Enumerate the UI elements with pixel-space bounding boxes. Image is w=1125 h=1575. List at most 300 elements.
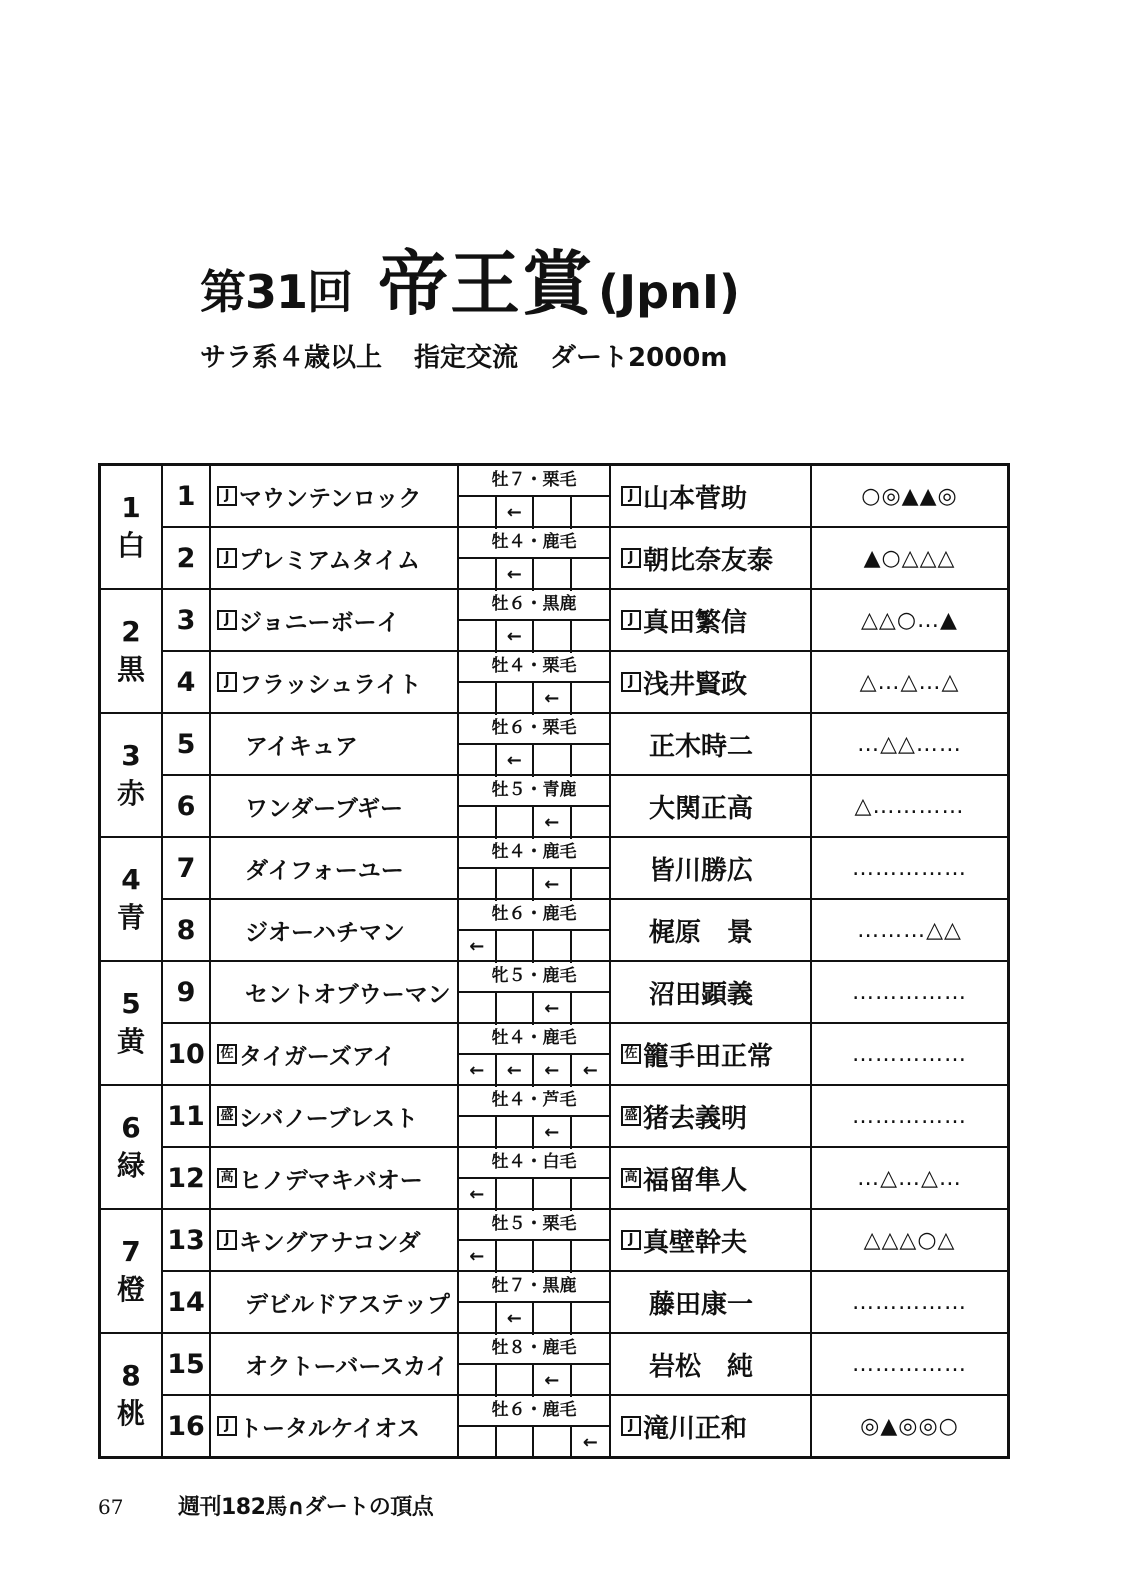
horse-number: 12 (162, 1147, 210, 1209)
horse-info-cell (458, 899, 610, 961)
horse-number: 3 (162, 589, 210, 651)
jockey-cell (610, 837, 811, 899)
horse-info-cell (458, 1209, 610, 1271)
jockey-affiliation-badge: J (621, 548, 641, 568)
empty-style-slot (534, 1427, 572, 1459)
horse-name: プレミアムタイム (239, 547, 421, 574)
jockey-name-wrap (611, 1408, 810, 1445)
running-style-grid (459, 497, 609, 526)
prediction-marks: ○◎▲▲◎ (811, 465, 1009, 528)
sex-age-coat: 牡５・栗毛 (459, 1210, 609, 1241)
empty-style-slot (534, 1179, 572, 1211)
empty-style-slot (497, 807, 535, 839)
affiliation-badge: J (217, 548, 237, 568)
prediction-marks: ◎▲◎◎○ (811, 1395, 1009, 1458)
horse-name-wrap (211, 1162, 457, 1195)
race-conditions (200, 337, 960, 374)
running-style-grid (459, 931, 609, 960)
arrow-left-icon: ← (534, 869, 572, 901)
horse-row (100, 1023, 1009, 1085)
race-type: 指定交流 (414, 343, 519, 373)
empty-style-slot (534, 745, 572, 777)
empty-style-slot (534, 931, 572, 963)
horse-info-cell (458, 651, 610, 713)
horse-row (100, 837, 1009, 899)
horse-name-cell (210, 1023, 458, 1085)
empty-style-slot (459, 683, 497, 715)
arrow-left-icon: ← (534, 993, 572, 1025)
horse-name-cell (210, 651, 458, 713)
race-card-table (98, 463, 1010, 1459)
jockey-name-wrap (611, 478, 810, 515)
running-style-grid (459, 621, 609, 650)
waku-color: 青 (116, 901, 145, 934)
jockey-name: 大関正高 (649, 793, 754, 824)
sex-age-coat: 牡４・鹿毛 (459, 1024, 609, 1055)
empty-style-slot (459, 807, 497, 839)
horse-name-cell (210, 589, 458, 651)
empty-style-slot (572, 993, 610, 1025)
jockey-name: 真壁幹夫 (643, 1227, 748, 1258)
sex-age-coat: 牡４・芦毛 (459, 1086, 609, 1117)
jockey-cell (610, 1085, 811, 1147)
jockey-name: 正木時二 (649, 731, 754, 762)
jockey-affiliation-badge: J (621, 672, 641, 692)
race-class: サラ系４歳以上 (200, 343, 383, 373)
horse-number: 9 (162, 961, 210, 1023)
jockey-cell (610, 713, 811, 775)
horse-name-wrap (211, 604, 457, 637)
page-number: 67 (98, 1495, 124, 1519)
prediction-marks: …………… (811, 1333, 1009, 1395)
empty-style-slot (572, 683, 610, 715)
horse-name: タイガーズアイ (239, 1043, 396, 1070)
sex-age-coat: 牡６・栗毛 (459, 714, 609, 745)
horse-number: 1 (162, 465, 210, 528)
horse-number: 4 (162, 651, 210, 713)
horse-number: 16 (162, 1395, 210, 1458)
waku-number: 6 (121, 1111, 141, 1144)
running-style-grid (459, 1303, 609, 1332)
jockey-name: 福留隼人 (643, 1165, 748, 1196)
jockey-cell (610, 465, 811, 528)
arrow-left-icon: ← (459, 1179, 497, 1211)
horse-name: セントオブウーマン (245, 981, 451, 1008)
horse-name: ジオーハチマン (245, 919, 405, 946)
jockey-name: 猪去義明 (643, 1103, 748, 1134)
prediction-marks: △△△○△ (811, 1209, 1009, 1271)
jockey-name-wrap (611, 726, 810, 763)
arrow-left-icon: ← (497, 497, 535, 529)
horse-name-cell (210, 1395, 458, 1458)
arrow-left-icon: ← (534, 1055, 572, 1087)
empty-style-slot (534, 1241, 572, 1273)
affiliation-badge: J (217, 610, 237, 630)
prediction-marks: ▲○△△△ (811, 527, 1009, 589)
running-style-grid (459, 993, 609, 1022)
horse-name-wrap (211, 728, 457, 761)
race-distance: ダート2000m (550, 343, 728, 373)
jockey-cell (610, 1023, 811, 1085)
horse-name-cell (210, 1333, 458, 1395)
horse-number: 11 (162, 1085, 210, 1147)
waku-cell (100, 1085, 163, 1209)
sex-age-coat: 牡４・鹿毛 (459, 838, 609, 869)
horse-number: 13 (162, 1209, 210, 1271)
horse-number: 5 (162, 713, 210, 775)
prediction-marks: …………… (811, 1023, 1009, 1085)
horse-name-wrap (211, 914, 457, 947)
jockey-name: 皆川勝広 (649, 855, 754, 886)
empty-style-slot (497, 1427, 535, 1459)
jockey-name-wrap (611, 1098, 810, 1135)
empty-style-slot (534, 497, 572, 529)
empty-style-slot (534, 621, 572, 653)
sex-age-coat: 牡８・鹿毛 (459, 1334, 609, 1365)
empty-style-slot (497, 869, 535, 901)
arrow-left-icon: ← (497, 1055, 535, 1087)
affiliation-badge: 高 (217, 1168, 237, 1188)
waku-cell (100, 961, 163, 1085)
horse-name: アイキュア (245, 733, 358, 760)
waku-number: 5 (121, 987, 141, 1020)
horse-name-wrap (211, 976, 457, 1009)
running-style-grid (459, 745, 609, 774)
running-style-grid (459, 869, 609, 898)
waku-color: 緑 (116, 1149, 145, 1182)
horse-row (100, 1085, 1009, 1147)
affiliation-badge: 盛 (217, 1106, 237, 1126)
sex-age-coat: 牝５・鹿毛 (459, 962, 609, 993)
horse-number: 7 (162, 837, 210, 899)
affiliation-badge: J (217, 672, 237, 692)
horse-number: 14 (162, 1271, 210, 1333)
sex-age-coat: 牡６・黒鹿 (459, 590, 609, 621)
sex-age-coat: 牡４・栗毛 (459, 652, 609, 683)
horse-info-cell (458, 1271, 610, 1333)
horse-row (100, 1147, 1009, 1209)
arrow-left-icon: ← (497, 559, 535, 591)
running-style-grid (459, 1055, 609, 1084)
horse-name: ワンダーブギー (245, 795, 404, 822)
horse-name-wrap (211, 1410, 457, 1443)
horse-name-cell (210, 1271, 458, 1333)
arrow-left-icon: ← (582, 1060, 598, 1081)
empty-style-slot (572, 1179, 610, 1211)
jockey-affiliation-badge: J (621, 486, 641, 506)
horse-name-cell (210, 899, 458, 961)
empty-style-slot (459, 745, 497, 777)
waku-color: 白 (116, 529, 145, 562)
jockey-cell (610, 527, 811, 589)
sex-age-coat: 牡７・黒鹿 (459, 1272, 609, 1303)
waku-color: 桃 (116, 1397, 145, 1430)
jockey-cell (610, 1395, 811, 1458)
empty-style-slot (572, 621, 610, 653)
jockey-cell (610, 961, 811, 1023)
running-style-grid (459, 1365, 609, 1394)
jockey-affiliation-badge: 盛 (621, 1106, 641, 1126)
empty-style-slot (459, 1427, 497, 1459)
horse-row (100, 713, 1009, 775)
horse-name-cell (210, 961, 458, 1023)
jockey-name: 沼田顕義 (649, 979, 754, 1010)
horse-name-cell (210, 837, 458, 899)
horse-name: デビルドアステップ (245, 1291, 450, 1318)
jockey-cell (610, 1271, 811, 1333)
arrow-left-icon: ← (459, 1241, 497, 1273)
empty-style-slot (459, 1365, 497, 1397)
horse-info-cell (458, 961, 610, 1023)
jockey-affiliation-badge: J (621, 610, 641, 630)
empty-style-slot (459, 1117, 497, 1149)
waku-number: 1 (121, 491, 141, 524)
horse-name: シバノーブレスト (239, 1105, 418, 1132)
prediction-marks: △………… (811, 775, 1009, 837)
jockey-cell (610, 1333, 811, 1395)
empty-style-slot (459, 1303, 497, 1335)
running-style-grid (459, 1241, 609, 1270)
jockey-name-wrap (611, 850, 810, 887)
empty-style-slot (497, 993, 535, 1025)
horse-row (100, 589, 1009, 651)
prediction-marks: …△…△… (811, 1147, 1009, 1209)
horse-name-wrap (211, 790, 457, 823)
horse-name-wrap (211, 1348, 457, 1381)
horse-info-cell (458, 713, 610, 775)
sex-age-coat: 牡５・青鹿 (459, 776, 609, 807)
horse-row (100, 775, 1009, 837)
jockey-name: 藤田康一 (649, 1289, 754, 1320)
empty-style-slot (459, 621, 497, 653)
horse-number: 10 (162, 1023, 210, 1085)
jockey-affiliation-badge: J (621, 1230, 641, 1250)
jockey-name: 滝川正和 (643, 1413, 748, 1444)
horse-name-wrap (211, 1100, 457, 1133)
waku-number: 3 (121, 739, 141, 772)
waku-cell (100, 589, 163, 713)
empty-style-slot (572, 931, 610, 963)
horse-row (100, 1333, 1009, 1395)
prediction-marks: …………… (811, 1271, 1009, 1333)
horse-number: 15 (162, 1333, 210, 1395)
horse-name-wrap (211, 1224, 457, 1257)
horse-info-cell (458, 1147, 610, 1209)
empty-style-slot (534, 559, 572, 591)
arrow-left-icon: ← (497, 1303, 535, 1335)
waku-color: 赤 (116, 777, 145, 810)
horse-info-cell (458, 527, 610, 589)
waku-number: 2 (121, 615, 141, 648)
waku-cell (100, 713, 163, 837)
horse-row (100, 1209, 1009, 1271)
jockey-name-wrap (611, 540, 810, 577)
horse-number: 2 (162, 527, 210, 589)
prediction-marks: △△○…▲ (811, 589, 1009, 651)
horse-name-cell (210, 1209, 458, 1271)
arrow-left-icon: ← (534, 683, 572, 715)
sex-age-coat: 牡４・白毛 (459, 1148, 609, 1179)
horse-info-cell (458, 1023, 610, 1085)
jockey-cell (610, 1209, 811, 1271)
horse-name: トータルケイオス (239, 1415, 421, 1442)
empty-style-slot (572, 807, 610, 839)
horse-row (100, 465, 1009, 528)
affiliation-badge: J (217, 486, 237, 506)
horse-name-cell (210, 775, 458, 837)
running-style-grid (459, 1179, 609, 1208)
horse-name: ダイフォーユー (245, 857, 404, 884)
empty-style-slot (572, 497, 610, 529)
horse-info-cell (458, 1333, 610, 1395)
arrow-left-icon: ← (459, 1055, 497, 1087)
arrow-left-icon: ← (497, 745, 535, 777)
empty-style-slot (572, 1365, 610, 1397)
horse-row (100, 1395, 1009, 1458)
empty-style-slot (534, 1303, 572, 1335)
horse-row (100, 651, 1009, 713)
jockey-name-wrap (611, 1036, 810, 1073)
jockey-name: 山本菅助 (643, 483, 748, 514)
empty-style-slot (572, 1117, 610, 1149)
horse-name: キングアナコンダ (239, 1229, 421, 1256)
running-style-grid (459, 683, 609, 712)
jockey-name: 真田繁信 (643, 607, 748, 638)
jockey-name-wrap (611, 1346, 810, 1383)
horse-name: オクトーバースカイ (245, 1353, 449, 1380)
sex-age-coat: 牡６・鹿毛 (459, 900, 609, 931)
horse-info-cell (458, 1395, 610, 1458)
prediction-marks: △…△…△ (811, 651, 1009, 713)
horse-info-cell (458, 775, 610, 837)
affiliation-badge: J (217, 1230, 237, 1250)
jockey-cell (610, 651, 811, 713)
race-name: 帝王賞 (378, 243, 595, 325)
magazine-title: 週刊182馬∩ダートの頂点 (178, 1495, 434, 1520)
jockey-cell (610, 899, 811, 961)
prediction-marks: …………… (811, 837, 1009, 899)
prediction-marks: ………△△ (811, 899, 1009, 961)
horse-name: フラッシュライト (239, 671, 422, 698)
arrow-left-icon: ← (534, 807, 572, 839)
jockey-cell (610, 1147, 811, 1209)
jockey-cell (610, 775, 811, 837)
jockey-affiliation-badge: 佐 (621, 1044, 641, 1064)
jockey-name-wrap (611, 1160, 810, 1197)
horse-row (100, 527, 1009, 589)
arrow-left-icon: ← (459, 931, 497, 963)
sex-age-coat: 牡７・栗毛 (459, 466, 609, 497)
jockey-affiliation-badge: J (621, 1416, 641, 1436)
waku-cell (100, 1209, 163, 1333)
empty-style-slot (459, 559, 497, 591)
jockey-name: 朝比奈友泰 (643, 545, 774, 576)
horse-name-cell (210, 465, 458, 528)
arrow-left-icon: ← (497, 621, 535, 653)
arrow-left-icon: ← (534, 1117, 572, 1149)
jockey-name-wrap (611, 1284, 810, 1321)
empty-style-slot (572, 745, 610, 777)
empty-style-slot (459, 869, 497, 901)
waku-color: 黄 (116, 1025, 145, 1058)
horse-name: ジョニーボーイ (239, 609, 400, 636)
horse-name-wrap (211, 1038, 457, 1071)
horse-name-wrap (211, 666, 457, 699)
arrow-left-icon: ← (582, 1432, 598, 1453)
waku-cell (100, 837, 163, 961)
sex-age-coat: 牡６・鹿毛 (459, 1396, 609, 1427)
jockey-name-wrap (611, 788, 810, 825)
empty-style-slot (459, 497, 497, 529)
horse-name-wrap (211, 542, 457, 575)
jockey-affiliation-badge: 高 (621, 1168, 641, 1188)
running-style-grid (459, 559, 609, 588)
empty-style-slot (497, 683, 535, 715)
jockey-name-wrap (611, 1222, 810, 1259)
horse-name-cell (210, 527, 458, 589)
running-style-grid (459, 1427, 609, 1456)
waku-color: 黒 (116, 653, 145, 686)
horse-info-cell (458, 465, 610, 528)
running-style-grid (459, 807, 609, 836)
horse-info-cell (458, 837, 610, 899)
jockey-cell (610, 589, 811, 651)
horse-number: 6 (162, 775, 210, 837)
race-edition: 第31回 (200, 265, 353, 319)
empty-style-slot (572, 1241, 610, 1273)
running-style-grid (459, 1117, 609, 1146)
page-footer (98, 1490, 698, 1521)
empty-style-slot (497, 1117, 535, 1149)
waku-number: 8 (121, 1359, 141, 1392)
empty-style-slot (497, 931, 535, 963)
horse-info-cell (458, 589, 610, 651)
jockey-name-wrap (611, 602, 810, 639)
horse-name-cell (210, 1085, 458, 1147)
affiliation-badge: 佐 (217, 1044, 237, 1064)
horse-number: 8 (162, 899, 210, 961)
horse-name-cell (210, 1147, 458, 1209)
horse-name-wrap (211, 480, 457, 513)
prediction-marks: …………… (811, 961, 1009, 1023)
empty-style-slot (497, 1241, 535, 1273)
race-grade: (JpnⅠ) (598, 265, 740, 319)
empty-style-slot (572, 559, 610, 591)
horse-row (100, 899, 1009, 961)
horse-row (100, 1271, 1009, 1333)
sex-age-coat: 牡４・鹿毛 (459, 528, 609, 559)
race-title-block (200, 228, 960, 374)
horse-name-wrap (211, 852, 457, 885)
empty-style-slot (497, 1365, 535, 1397)
empty-style-slot (497, 1179, 535, 1211)
jockey-name: 籠手田正常 (643, 1041, 774, 1072)
prediction-marks: …………… (811, 1085, 1009, 1147)
horse-row (100, 961, 1009, 1023)
horse-name: マウンテンロック (239, 485, 422, 512)
jockey-name-wrap (611, 664, 810, 701)
waku-number: 4 (121, 863, 141, 896)
horse-name-wrap (211, 1286, 457, 1319)
jockey-name: 梶原 景 (649, 917, 754, 948)
empty-style-slot (572, 1303, 610, 1335)
empty-style-slot (572, 869, 610, 901)
arrow-left-icon: ← (534, 1365, 572, 1397)
jockey-name: 浅井賢政 (643, 669, 748, 700)
affiliation-badge: J (217, 1416, 237, 1436)
prediction-marks: …△△…… (811, 713, 1009, 775)
horse-name-cell (210, 713, 458, 775)
